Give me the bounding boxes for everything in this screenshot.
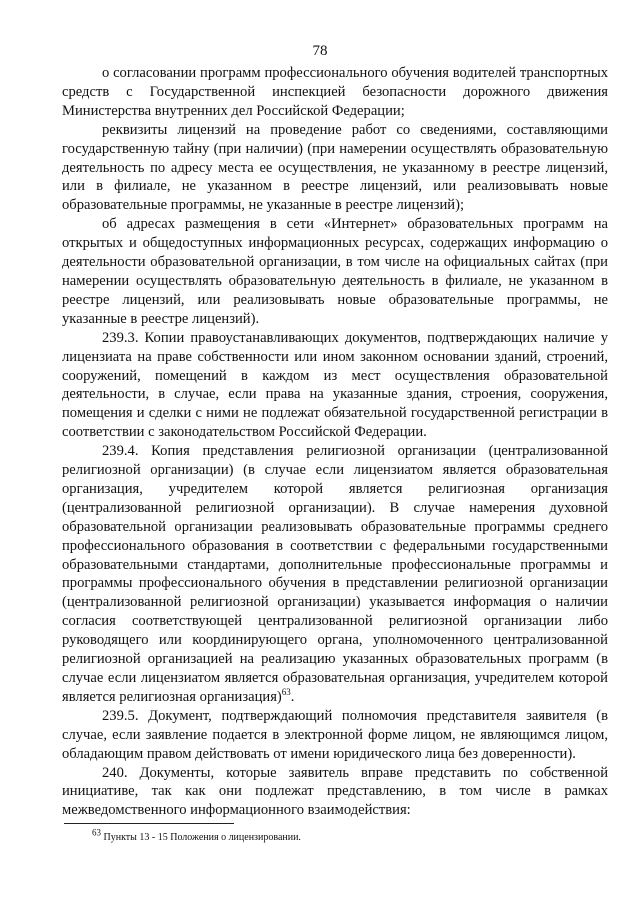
page-number: 78 bbox=[312, 43, 328, 59]
paragraph-end-punctuation: . bbox=[290, 688, 295, 705]
paragraph-239-3 bbox=[62, 329, 608, 442]
paragraph-240 bbox=[62, 764, 608, 821]
paragraph-text: 239.3. Копии правоустанавливающих документов, подтверждающих наличие у лицензиата на праве собственности или ином законном основании зданий, строений, сооружений, помещений в каждом из мест осуществления образовательной деятельности, в случае, если права на указанные здания, строения, сооружения, помещения и сделки с ними не подлежат обязательной государственной регистрации в соответствии с законодательством Российской Федерации. bbox=[62, 329, 608, 441]
footnote-divider bbox=[64, 823, 234, 824]
paragraph-text: 240. Документы, которые заявитель вправе представить по собственной инициативе, так как они подлежат представлению, в том числе в рамках межведомственного информационного взаимодействия: bbox=[62, 764, 608, 819]
paragraph-text: о согласовании программ профессионального обучения водителей транспортных средств с Государственной инспекцией безопасности дорожного движения Министерства внутренних дел Российской Федерации; bbox=[62, 65, 608, 119]
footnote-text: Пункты 13 - 15 Положения о лицензировании. bbox=[103, 832, 301, 843]
paragraph-text: реквизиты лицензий на проведение работ со сведениями, составляющими государственную тайну (при наличии) (при намерении осуществлять образовательную деятельность по адресу места ее осуществления, не указанному в реестре лицензий, или в филиале, не указанном в реестре лицензий, или реализовывать новые образовательные программы, не указанные в реестре лицензий); bbox=[62, 121, 608, 214]
paragraph-text: 239.4. Копия представления религиозной организации (централизованной религиозной организации) (в случае если лицензиатом является образовательная организация, учредителем которой является религиозная организация (централизованной религиозной организации). В случае намерения духовной образовательной организации реализовывать образовательные программы среднего профессионального образования в соответствии с федеральными государственными образовательными стандартами, дополнительные профессиональные программы и программы профессионального обучения в представлении религиозной организации (централизованной религиозной организации) указывается информация о наличии согласия соответствующей централизованной религиозной организации либо руководящего или координирующего органа, уполномоченного централизованной религиозной организацией на реализацию указанных образовательных программ (в случае если лицензиатом является образовательная организация, учредителем которой является религиозная организация) bbox=[62, 443, 608, 705]
document-body bbox=[62, 64, 608, 820]
paragraph-239-5 bbox=[62, 707, 608, 764]
paragraph-text: об адресах размещения в сети «Интернет» образовательных программ на открытых и общедоступных информационных ресурсах, содержащих информацию о деятельности образовательной организации, в том числе на официальных сайтах (при намерении осуществлять образовательную деятельность в филиале, не указанном в реестре лицензий, или реализовывать новые образовательные программы, не указанные в реестре лицензий). bbox=[62, 216, 608, 327]
footnote-reference[interactable]: 63 bbox=[281, 687, 291, 698]
paragraph-gibdd-approval bbox=[62, 64, 608, 121]
footnote bbox=[92, 827, 301, 844]
paragraph-internet-addresses bbox=[62, 215, 608, 328]
paragraph-license-requisites bbox=[62, 121, 608, 216]
paragraph-239-4 bbox=[62, 442, 608, 707]
paragraph-text: 239.5. Документ, подтверждающий полномочия представителя заявителя (в случае, если заявление подается в электронной форме лицом, не являющимся лицом, обладающим правом действовать от имени юридического лица без доверенности). bbox=[62, 707, 608, 762]
footnote-marker: 63 bbox=[92, 827, 101, 838]
